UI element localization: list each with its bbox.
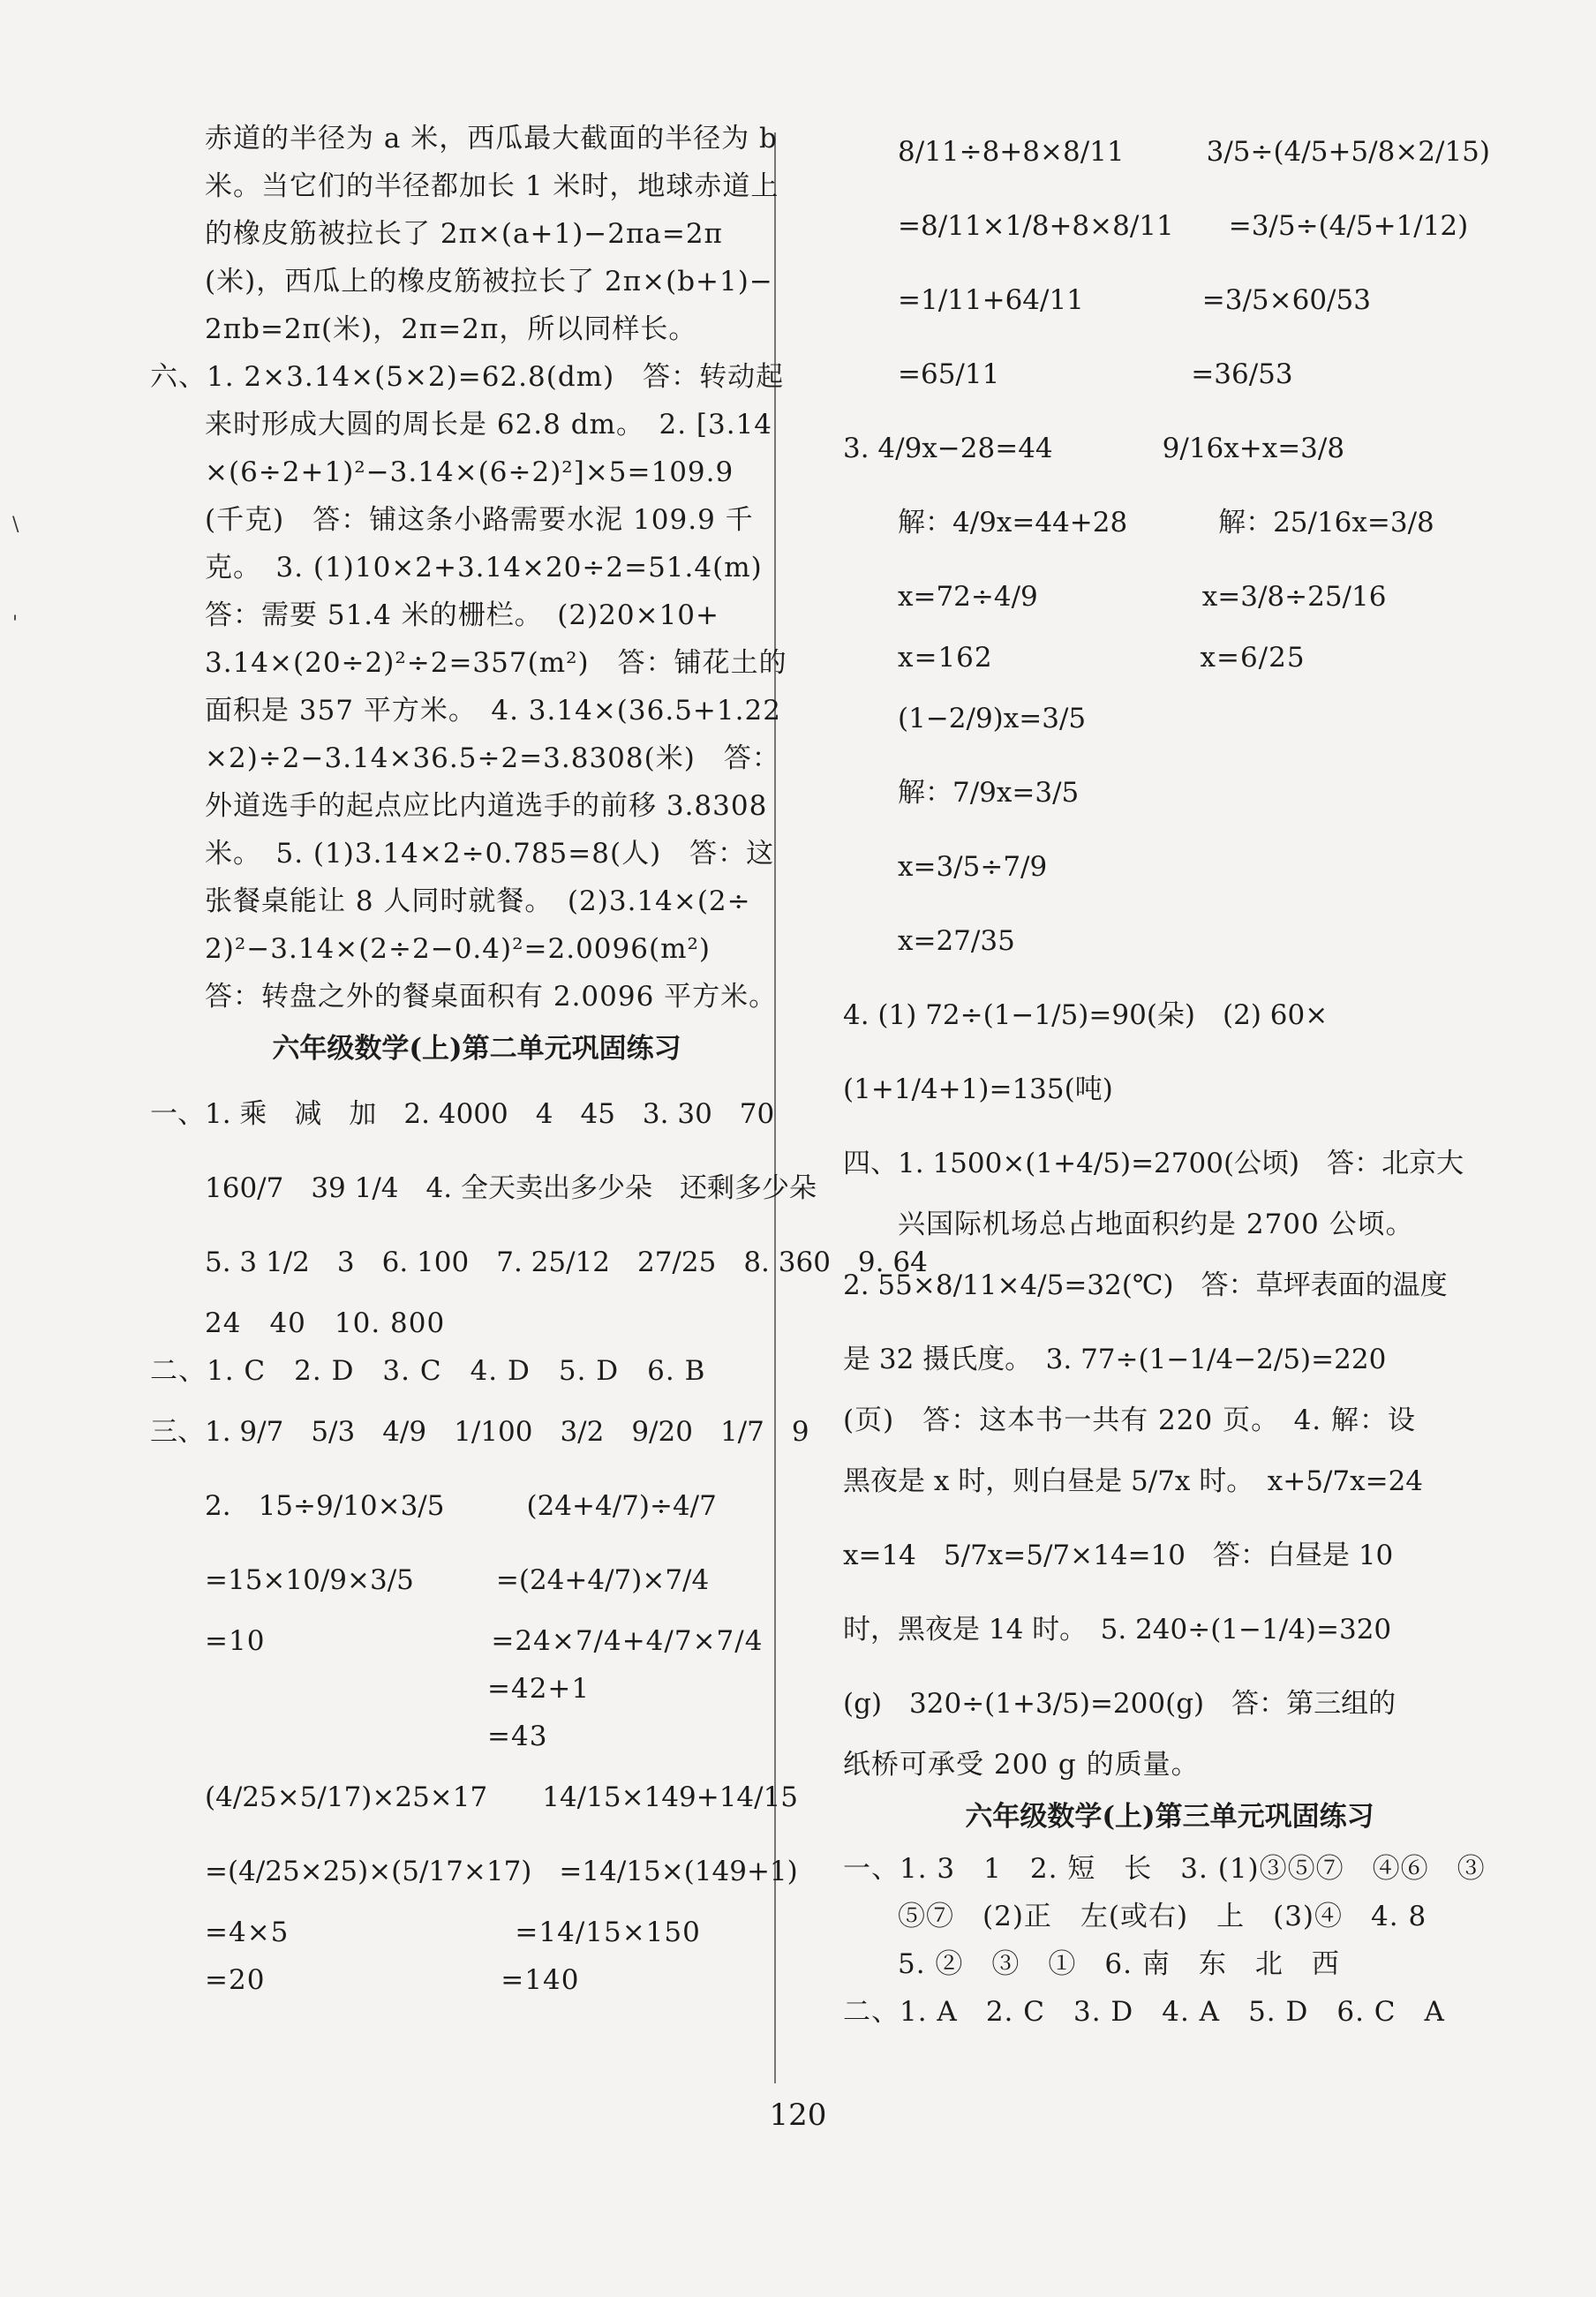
section-heading: 六年级数学(上)第三单元巩固练习	[965, 1801, 1374, 1833]
section-heading: 六年级数学(上)第二单元巩固练习	[272, 1033, 681, 1065]
answer-line: 是 32 摄氏度。 3. 77÷(1−1/4−2/5)=220	[843, 1344, 1387, 1375]
answer-line: (g) 320÷(1+3/5)=200(g) 答：第三组的	[843, 1688, 1396, 1720]
calc-line: =42+1	[205, 1673, 591, 1705]
calc-line: x=3/5÷7/9	[898, 851, 1048, 883]
calc-line: 解：4/9x=44+28 解：25/16x=3/8	[898, 507, 1434, 538]
calc-line: =4×5 =14/15×150	[205, 1917, 701, 1948]
text-line: 米。当它们的半径都加长 1 米时，地球赤道上	[205, 170, 779, 202]
answer-line: 纸桥可承受 200 g 的质量。	[843, 1749, 1200, 1781]
answer-line: 2. 55×8/11×4/5=32(℃) 答：草坪表面的温度	[843, 1269, 1448, 1301]
text-line: 2πb=2π(米)，2π=2π，所以同样长。	[205, 313, 697, 345]
page-number: 120	[769, 2097, 827, 2133]
calc-line: 4. (1) 72÷(1−1/5)=90(朵) (2) 60×	[843, 999, 1329, 1031]
text-line: (千克) 答：铺这条小路需要水泥 109.9 千	[205, 504, 754, 536]
calc-line: 解：7/9x=3/5	[898, 777, 1080, 809]
answer-line: 三、1. 9/7 5/3 4/9 1/100 3/2 9/20 1/7 9	[150, 1416, 809, 1448]
text-line: 面积是 357 平方米。 4. 3.14×(36.5+1.22	[205, 695, 781, 727]
calc-line: =20 =140	[205, 1964, 580, 1996]
margin-mark: \	[12, 514, 19, 536]
calc-line: 3. 4/9x−28=44 9/16x+x=3/8	[843, 433, 1345, 464]
calc-line: 8/11÷8+8×8/11 3/5÷(4/5+5/8×2/15)	[898, 136, 1490, 168]
answer-line: 黑夜是 x 时，则白昼是 5/7x 时。 x+5/7x=24	[843, 1465, 1424, 1497]
text-line: 六、1. 2×3.14×(5×2)=62.8(dm) 答：转动起	[150, 361, 785, 393]
right-column	[843, 115, 1496, 2036]
text-line: 3.14×(20÷2)²÷2=357(m²) 答：铺花土的	[205, 647, 787, 679]
calc-line: x=72÷4/9 x=3/8÷25/16	[898, 581, 1387, 613]
answer-line: 一、1. 乘 减 加 2. 4000 4 45 3. 30 70	[150, 1098, 775, 1130]
calc-line: =(4/25×25)×(5/17×17) =14/15×(149+1)	[205, 1856, 798, 1887]
answer-line: 四、1. 1500×(1+4/5)=2700(公顷) 答：北京大	[843, 1148, 1464, 1179]
margin-mark: '	[12, 613, 19, 635]
text-line: 张餐桌能让 8 人同时就餐。 (2)3.14×(2÷	[205, 885, 751, 917]
calc-line: (4/25×5/17)×25×17 14/15×149+14/15	[205, 1781, 799, 1813]
calc-line: =10 =24×7/4+4/7×7/4	[205, 1625, 764, 1657]
text-line: 克。 3. (1)10×2+3.14×20÷2=51.4(m)	[205, 552, 763, 584]
answer-line: x=14 5/7x=5/7×14=10 答：白昼是 10	[843, 1540, 1394, 1571]
calc-line: x=162 x=6/25	[898, 642, 1306, 674]
text-line: 来时形成大圆的周长是 62.8 dm。 2. [3.14	[205, 409, 773, 441]
answer-line: (页) 答：这本书一共有 220 页。 4. 解：设	[843, 1405, 1416, 1436]
calc-line: 2. 15÷9/10×3/5 (24+4/7)÷4/7	[205, 1490, 717, 1522]
calc-line: =15×10/9×3/5 =(24+4/7)×7/4	[205, 1564, 710, 1596]
answer-line: 一、1. 3 1 2. 短 长 3. (1)③⑤⑦ ④⑥ ③	[843, 1853, 1486, 1885]
text-line: 赤道的半径为 a 米，西瓜最大截面的半径为 b	[205, 123, 778, 154]
answer-line: 二、1. A 2. C 3. D 4. A 5. D 6. C A	[843, 1996, 1445, 2028]
text-line: 2)²−3.14×(2÷2−0.4)²=2.0096(m²)	[205, 933, 711, 965]
answer-line: ⑤⑦ (2)正 左(或右) 上 (3)④ 4. 8	[898, 1901, 1427, 1932]
text-line: ×(6÷2+1)²−3.14×(6÷2)²]×5=109.9	[205, 456, 734, 488]
calc-line: x=27/35	[898, 925, 1015, 957]
text-line: ×2)÷2−3.14×36.5÷2=3.8308(米) 答：	[205, 742, 780, 774]
answer-line: 时，黑夜是 14 时。 5. 240÷(1−1/4)=320	[843, 1614, 1392, 1646]
calc-line: =1/11+64/11 =3/5×60/53	[898, 284, 1371, 316]
answer-line: 24 40 10. 800	[205, 1307, 446, 1339]
answer-line: 5. ② ③ ① 6. 南 东 北 西	[898, 1948, 1340, 1980]
answer-line: 5. 3 1/2 3 6. 100 7. 25/12 27/25 8. 360 9. 64	[205, 1246, 928, 1278]
answer-line: 160/7 39 1/4 4. 全天卖出多少朵 还剩多少朵	[205, 1172, 817, 1204]
calc-line: =43	[205, 1721, 548, 1752]
calc-line: =65/11 =36/53	[898, 358, 1293, 390]
calc-line: =8/11×1/8+8×8/11 =3/5÷(4/5+1/12)	[898, 210, 1469, 242]
text-line: 米。 5. (1)3.14×2÷0.785=8(人) 答：这	[205, 838, 775, 870]
text-line: (米)，西瓜上的橡皮筋被拉长了 2π×(b+1)−	[205, 266, 773, 297]
text-line: 的橡皮筋被拉长了 2π×(a+1)−2πa=2π	[205, 218, 723, 250]
text-line: 外道选手的起点应比内道选手的前移 3.8308	[205, 790, 768, 822]
left-column	[150, 115, 928, 2004]
text-line: 答：转盘之外的餐桌面积有 2.0096 平方米。	[205, 981, 778, 1013]
answer-line: 兴国际机场总占地面积约是 2700 公顷。	[898, 1209, 1414, 1240]
answer-line: 二、1. C 2. D 3. C 4. D 5. D 6. B	[150, 1355, 706, 1387]
text-line: 答：需要 51.4 米的栅栏。 (2)20×10+	[205, 599, 719, 631]
calc-line: (1+1/4+1)=135(吨)	[843, 1073, 1113, 1105]
calc-line: (1−2/9)x=3/5	[898, 703, 1087, 734]
